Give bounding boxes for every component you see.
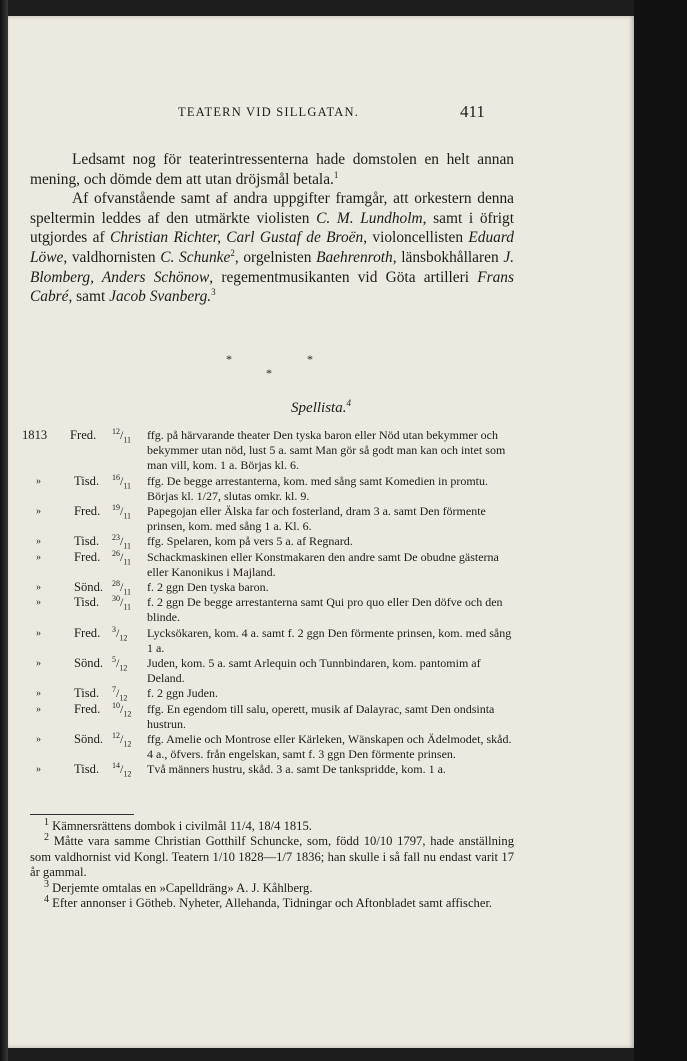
star-left: * bbox=[226, 352, 232, 366]
date-month: 11 bbox=[123, 481, 132, 490]
list-item bbox=[8, 550, 634, 580]
ditto-mark: » bbox=[36, 506, 41, 518]
list-item bbox=[8, 428, 634, 474]
footnotes bbox=[30, 816, 514, 911]
ditto-mark: » bbox=[36, 627, 41, 639]
list-item bbox=[8, 504, 634, 534]
footnote-text: Derjemte omtalas en »Capelldräng» A. J. Kåhlberg. bbox=[49, 880, 313, 895]
footnote-number: 4 bbox=[44, 893, 49, 905]
entry-date bbox=[112, 656, 152, 676]
list-item bbox=[8, 534, 634, 549]
footnote-rule bbox=[30, 814, 134, 815]
date-day: 19 bbox=[112, 503, 120, 513]
date-slash: / bbox=[116, 686, 120, 701]
entry-description: Papegojan eller Älska far och fosterland, dram 3 a. samt Den förmente prinsen, kom. med sång 1 a. Kl. 6. bbox=[147, 504, 486, 534]
footnote bbox=[30, 893, 514, 911]
date-day: 16 bbox=[112, 472, 120, 482]
performance-list bbox=[8, 428, 634, 778]
date-month: 11 bbox=[123, 602, 132, 612]
ditto-mark: » bbox=[36, 551, 41, 563]
footnote bbox=[30, 878, 514, 896]
date-slash: / bbox=[116, 656, 120, 671]
date-day: 30 bbox=[112, 594, 120, 604]
entry-date bbox=[112, 504, 152, 524]
date-month: 12 bbox=[119, 693, 128, 703]
list-item bbox=[8, 732, 634, 762]
ditto-mark: » bbox=[36, 688, 41, 700]
ditto-mark: » bbox=[36, 597, 41, 609]
list-item bbox=[8, 686, 634, 701]
footnote-number: 1 bbox=[44, 816, 49, 828]
main-text bbox=[30, 150, 514, 307]
weekday: Tisd. bbox=[74, 686, 100, 701]
section-separator bbox=[8, 352, 634, 382]
list-item bbox=[8, 626, 634, 656]
date-slash: / bbox=[116, 625, 120, 640]
date-slash: / bbox=[120, 504, 124, 519]
weekday: Tisd. bbox=[74, 534, 100, 549]
weekday: Fred. bbox=[74, 504, 101, 519]
date-slash: / bbox=[120, 701, 124, 716]
date-month: 12 bbox=[123, 769, 132, 779]
weekday: Sönd. bbox=[74, 732, 104, 747]
weekday: Tisd. bbox=[74, 473, 100, 488]
footnote-ref-1: 1 bbox=[333, 169, 339, 180]
entry-date bbox=[112, 550, 152, 570]
date-slash: / bbox=[120, 428, 124, 442]
paragraph-2: Af ofvanstående samt af andra uppgifter framgår, att orkestern denna speltermin leddes af den utmärkte violisten C. M. Lundholm, samt i öfrigt utgjordes af Christian Richter, Carl Gustaf de Broën, violoncellisten Eduard Löwe, valdhornisten C. Schunke$^2$, orgelnisten Baehrenroth, länsbokhållaren J. Blomberg, Anders Schönow, regementmusikanten vid Göta artilleri Frans Cabré, samt Jacob Svanberg.$^3$ bbox=[30, 190, 515, 306]
paragraph-1: Ledsamt nog för teaterintressenterna hade domstolen en helt annan mening, och dömde dem att utan dröjsmål betala.$^1$ bbox=[30, 151, 514, 188]
entry-description: ffg. Amelie och Montrose eller Kärleken, Wänskapen och Ädelmodet, skåd. 4 a., öfvers. från engelskan, samt f. 3 ggn Den förmente prinsen. bbox=[147, 732, 512, 762]
entry-date bbox=[112, 732, 152, 752]
date-day: 26 bbox=[112, 548, 120, 558]
date-slash: / bbox=[120, 762, 124, 777]
date-day: 28 bbox=[112, 579, 120, 589]
footnote-text: Kämnersrättens dombok i civilmål 11/4, 18/4 1815. bbox=[49, 819, 312, 833]
scan-background bbox=[634, 0, 687, 1061]
date-month: 11 bbox=[123, 435, 132, 445]
date-day: 5 bbox=[112, 655, 116, 665]
ditto-mark: » bbox=[36, 764, 41, 776]
entry-date bbox=[112, 595, 152, 615]
book-gutter bbox=[0, 0, 8, 1061]
entry-description: ffg. En egendom till salu, operett, musik af Dalayrac, samt Den ondsinta hustrun. bbox=[147, 701, 495, 731]
entry-year: 1813 bbox=[22, 428, 48, 442]
entry-date bbox=[112, 626, 152, 646]
entry-description: f. 2 ggn Juden. bbox=[147, 686, 218, 701]
date-day: 3 bbox=[112, 624, 116, 634]
date-month: 12 bbox=[123, 709, 132, 719]
entry-date bbox=[112, 428, 152, 448]
weekday: Tisd. bbox=[74, 595, 100, 610]
weekday: Sönd. bbox=[74, 656, 104, 671]
running-header bbox=[8, 102, 634, 126]
entry-description: f. 2 ggn De begge arrestanterna samt Qui pro quo eller Den döfve och den blinde. bbox=[147, 595, 503, 625]
ditto-mark: » bbox=[36, 475, 41, 487]
date-month: 11 bbox=[123, 587, 132, 597]
date-month: 12 bbox=[119, 633, 128, 643]
list-item bbox=[8, 762, 634, 777]
date-slash: / bbox=[120, 534, 124, 549]
date-slash: / bbox=[120, 580, 124, 595]
weekday: Fred. bbox=[74, 625, 101, 640]
date-day: 12 bbox=[112, 731, 120, 741]
date-day: 12 bbox=[112, 427, 120, 436]
running-title: TEATERN VID SILLGATAN. bbox=[178, 105, 360, 119]
ditto-mark: » bbox=[36, 703, 41, 715]
list-item bbox=[8, 702, 634, 732]
weekday: Fred. bbox=[70, 428, 97, 442]
star-right: * bbox=[307, 352, 313, 366]
section-title: Spellista.$^4$ bbox=[291, 398, 351, 416]
footnote bbox=[30, 816, 514, 834]
ditto-mark: » bbox=[36, 582, 41, 594]
ditto-mark: » bbox=[36, 734, 41, 746]
date-day: 10 bbox=[112, 700, 120, 710]
date-slash: / bbox=[120, 549, 124, 564]
footnote-text: Måtte vara samme Christian Gotthilf Schuncke, som, född 10/10 1797, hade anställning som valdhornist vid Kongl. Teatern 1/10 1828—1/7 1836; han skulle i så fall nu endast varit 17 år gammal. bbox=[30, 834, 514, 880]
date-slash: / bbox=[120, 595, 124, 610]
entry-description: Två männers hustru, skåd. 3 a. samt De tankspridde, kom. 1 a. bbox=[147, 762, 446, 777]
entry-description: ffg. Spelaren, kom på vers 5 a. af Regnard. bbox=[147, 534, 353, 549]
weekday: Fred. bbox=[74, 701, 101, 716]
weekday: Tisd. bbox=[74, 762, 100, 777]
date-month: 12 bbox=[119, 663, 128, 673]
book-page bbox=[8, 16, 634, 1048]
weekday: Sönd. bbox=[74, 580, 104, 595]
entry-date bbox=[112, 762, 152, 782]
date-slash: / bbox=[120, 473, 124, 488]
date-month: 11 bbox=[123, 511, 132, 521]
list-item bbox=[8, 595, 634, 625]
entry-description: Juden, kom. 5 a. samt Arlequin och Tunnbindaren, kom. pantomim af Deland. bbox=[147, 656, 481, 686]
footnote-number: 3 bbox=[44, 878, 49, 890]
ditto-mark: » bbox=[36, 536, 41, 548]
footnote-text: Efter annonser i Götheb. Nyheter, Allehanda, Tidningar och Aftonbladet samt affischer. bbox=[49, 896, 493, 911]
footnote-ref-2: 2 bbox=[230, 247, 235, 258]
footnote-ref-4: 4 bbox=[346, 398, 351, 408]
footnote bbox=[30, 834, 514, 880]
entry-description: ffg. De begge arrestanterna, kom. med sång samt Komedien in promtu. Börjas kl. 1/27, slutas omkr. kl. 9. bbox=[147, 473, 489, 503]
list-item bbox=[8, 656, 634, 686]
footnote-ref-3: 3 bbox=[211, 287, 216, 298]
entry-description: Schackmaskinen eller Konstmakaren den andre samt De obudne gästerna eller Kanonikus i Majland. bbox=[147, 549, 499, 579]
date-day: 23 bbox=[112, 533, 120, 543]
date-day: 7 bbox=[112, 685, 116, 695]
entry-description: f. 2 ggn Den tyska baron. bbox=[147, 580, 269, 595]
list-item bbox=[8, 474, 634, 504]
page-number: 411 bbox=[460, 102, 485, 121]
ditto-mark: » bbox=[36, 658, 41, 670]
date-slash: / bbox=[120, 732, 124, 747]
date-month: 11 bbox=[123, 557, 132, 567]
weekday: Fred. bbox=[74, 549, 101, 564]
star-bottom: * bbox=[266, 366, 272, 380]
date-day: 14 bbox=[112, 761, 120, 771]
entry-description: ffg. på härvarande theater Den tyska baron eller Nöd utan bekymmer och bekymmer utan nöd, lust 5 a. samt Man gör så godt man kan och intet som man vill, kom. 1 a. Börjas kl. 6. bbox=[147, 428, 506, 473]
entry-date bbox=[112, 474, 152, 494]
list-item bbox=[8, 580, 634, 595]
date-month: 12 bbox=[123, 739, 132, 749]
footnote-number: 2 bbox=[44, 832, 49, 844]
date-month: 11 bbox=[123, 541, 132, 551]
entry-description: Lycksökaren, kom. 4 a. samt f. 2 ggn Den förmente prinsen, kom. med sång 1 a. bbox=[147, 625, 512, 655]
entry-date bbox=[112, 702, 152, 722]
